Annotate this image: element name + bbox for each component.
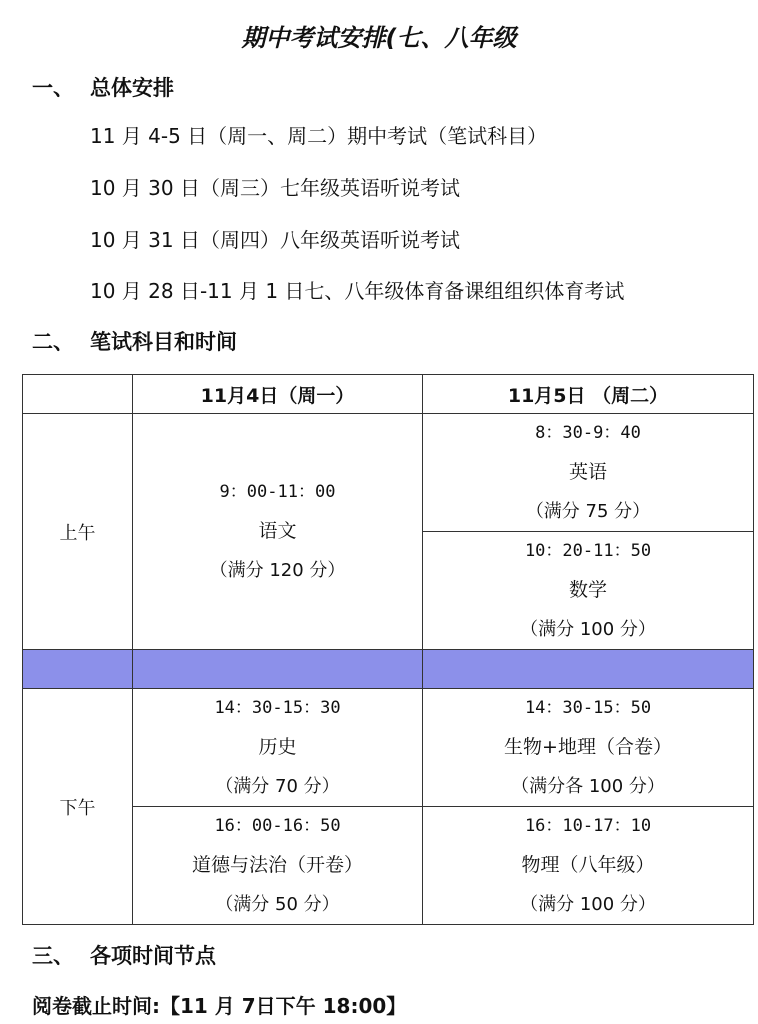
exam-score: （满分 120 分） (209, 560, 346, 581)
exam-score: （满分 75 分） (525, 501, 651, 522)
exam-subject: 生物+地理（合卷） (504, 736, 672, 758)
overview-item: 10 月 28 日-11 月 1 日七、八年级体育备课组组织体育考试 (90, 279, 625, 303)
exam-subject: 历史 (258, 736, 297, 758)
header-day2: 11月5日 （周二） (423, 375, 754, 414)
section-heading-overview (32, 72, 174, 102)
overview-item: 11 月 4-5 日（周一、周二）期中考试（笔试科目） (90, 124, 548, 148)
exam-time: 14：30-15：50 (524, 698, 652, 718)
exam-time: 14：30-15：30 (214, 698, 341, 718)
exam-time: 16：10-17：10 (524, 816, 652, 836)
section-label: 笔试科目和时间 (90, 330, 237, 354)
header-day1: 11月4日（周一） (133, 375, 423, 414)
exam-score: （满分各 100 分） (511, 776, 665, 797)
exam-score: （满分 50 分） (215, 894, 340, 915)
section-heading-milestones (32, 940, 216, 970)
exam-subject: 物理（八年级） (521, 854, 655, 876)
exam-cell-english (423, 414, 754, 532)
exam-cell-chinese (133, 414, 423, 650)
table-row (23, 414, 754, 532)
exam-cell-biology-geography (423, 689, 754, 807)
separator-cell (23, 650, 133, 689)
corner-cell (23, 375, 133, 414)
overview-item: 10 月 31 日（周四）八年级英语听说考试 (90, 228, 460, 252)
exam-cell-morality-law (133, 807, 423, 925)
table-row (23, 807, 754, 925)
exam-time: 10：20-11：50 (524, 541, 652, 561)
section-number: 一、 (32, 76, 74, 100)
section-number: 二、 (32, 330, 74, 354)
exam-time: 9：00-11：00 (219, 482, 336, 502)
exam-time: 8：30-9：40 (535, 423, 641, 443)
morning-label: 上午 (23, 414, 133, 650)
grading-deadline: 阅卷截止时间:【11 月 7日下午 18:00】 (32, 994, 407, 1018)
exam-time: 16：00-16：50 (214, 816, 341, 836)
exam-schedule-table (22, 374, 754, 925)
separator-cell (423, 650, 754, 689)
exam-score: （满分 70 分） (215, 776, 340, 797)
section-label: 总体安排 (90, 76, 174, 100)
exam-subject: 语文 (258, 520, 297, 542)
overview-item: 10 月 30 日（周三）七年级英语听说考试 (90, 176, 460, 200)
break-separator-row (23, 650, 754, 689)
page-title: 期中考试安排(七、八年级 (241, 24, 517, 52)
exam-subject: 数学 (568, 579, 607, 601)
exam-cell-physics (423, 807, 754, 925)
exam-cell-history (133, 689, 423, 807)
section-heading-schedule (32, 326, 237, 356)
section-label: 各项时间节点 (90, 944, 216, 968)
section-number: 三、 (32, 944, 74, 968)
table-row (23, 689, 754, 807)
exam-score: （满分 100 分） (520, 619, 656, 640)
exam-cell-math (423, 532, 754, 650)
exam-score: （满分 100 分） (520, 894, 656, 915)
afternoon-label: 下午 (23, 689, 133, 925)
exam-subject: 道德与法治（开卷） (191, 854, 363, 876)
separator-cell (133, 650, 423, 689)
exam-subject: 英语 (568, 461, 607, 483)
table-header-row (23, 375, 754, 414)
